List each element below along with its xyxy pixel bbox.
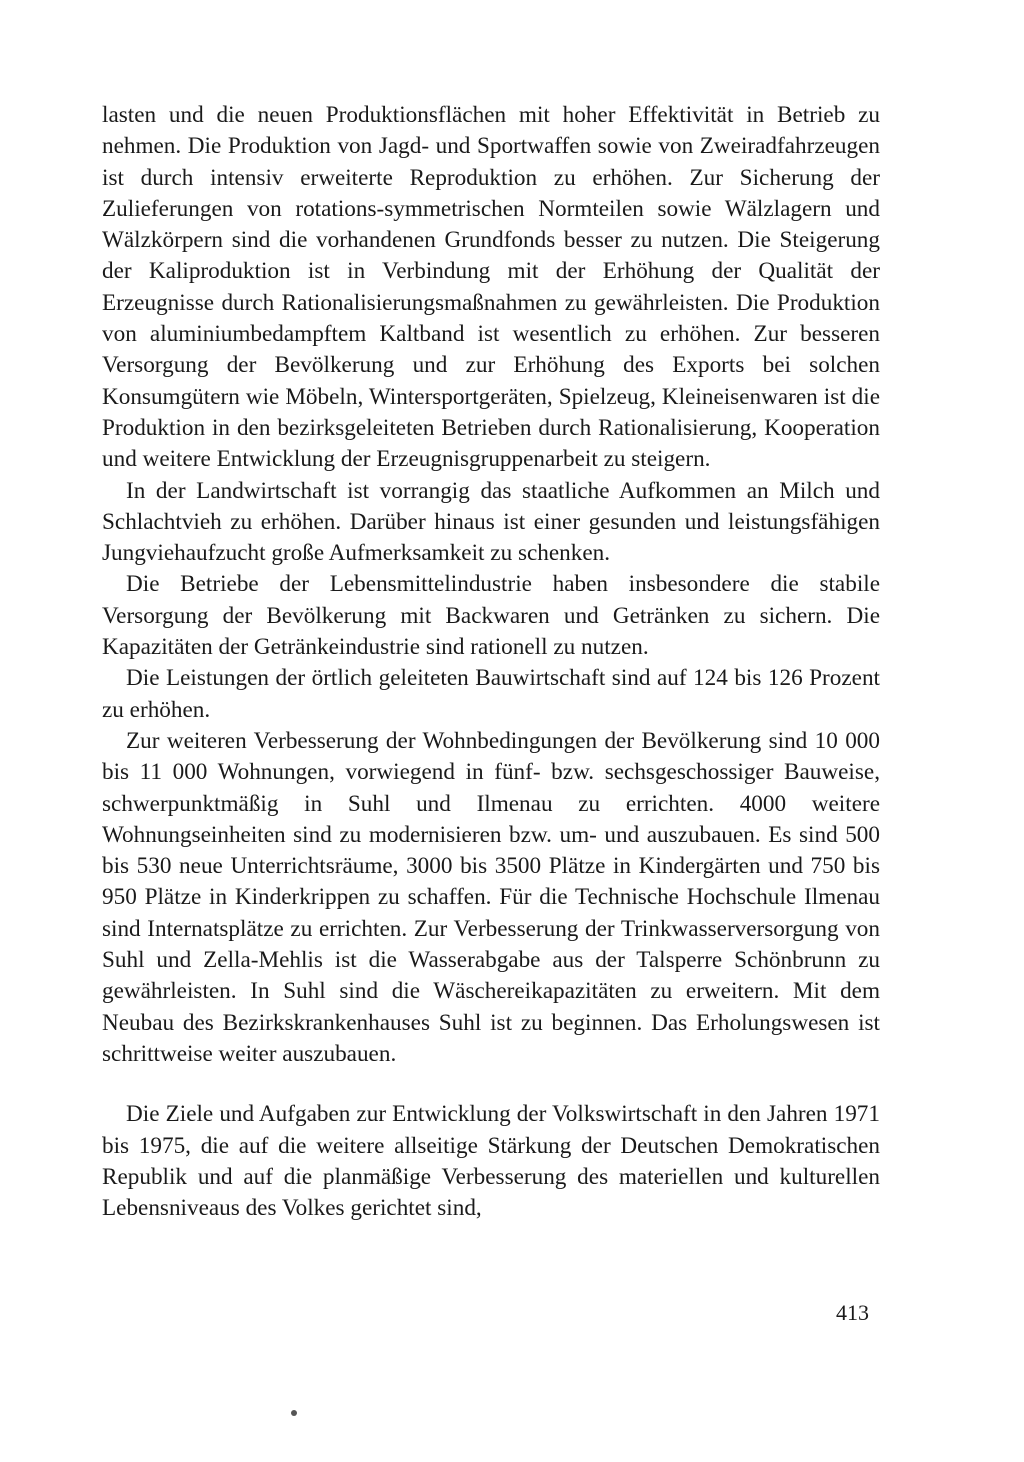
paragraph-agriculture: In der Landwirtschaft ist vorrangig das staatliche Aufkommen an Milch und Schlachtvieh zu erhöhen. Darüber hinaus ist einer gesunden und leistungsfähigen Jungviehaufzucht große Aufmerksamkeit zu schenken. [102,477,880,567]
paragraph-industry: lasten und die neuen Produktionsflächen mit hoher Effektivität in Betrieb zu nehmen. Die Produktion von Jagd- und Sportwaffen sowie von Zweiradfahrzeugen ist durch intensiv erweiterte Reproduktion zu erhöhen. Zur Sicherung der Zulieferungen von rotations-symmetrischen Normteilen sowie Wälzlagern und Wälzkörpern sind die vorhandenen Grundfonds besser zu nutzen. Die Steigerung der Kaliproduktion ist in Verbindung mit der Erhöhung der Qualität der Erzeugnisse durch Rationalisierungsmaßnahmen zu gewährleisten. Die Produktion von aluminiumbedampftem Kaltband ist wesentlich zu erhöhen. Zur besseren Versorgung der Bevölkerung und zur Erhöhung des Exports bei solchen Konsumgütern wie Möbeln, Wintersportgeräten, Spielzeug, Kleineisenwaren ist die Produktion in den bezirksgeleiteten Betrieben durch Rationalisierung, Kooperation und weitere Entwicklung der Erzeugnisgruppenarbeit zu steigern. [102,102,880,473]
page-number: 413 [836,1300,869,1325]
paragraph-housing: Zur weiteren Verbesserung der Wohnbedingungen der Bevölkerung sind 10 000 bis 11 000 Wohnungen, vorwiegend in fünf- bzw. sechsgeschossiger Bauweise, schwerpunktmäßig in Suhl und Ilmenau zu errichten. 4000 weitere Wohnungseinheiten sind zu modernisieren bzw. um- und auszubauen. Es sind 500 bis 530 neue Unterrichtsräume, 3000 bis 3500 Plätze in Kindergärten und 750 bis 950 Plätze in Kinderkrippen zu schaffen. Für die Technische Hochschule Ilmenau sind Internatsplätze zu errichten. Zur Verbesserung der Trinkwasserversorgung von Suhl und Zella-Mehlis ist die Wasserabgabe aus der Talsperre Schönbrunn zu gewährleisten. In Suhl sind die Wäschereikapazitäten zu erweitern. Mit dem Neubau des Bezirkskrankenhauses Suhl ist zu beginnen. Das Erholungswesen ist schrittweise weiter auszubauen. [102,727,880,1067]
scan-speck [291,1410,297,1416]
paragraph-construction: Die Leistungen der örtlich geleiteten Bauwirtschaft sind auf 124 bis 126 Prozent zu erhöhen. [102,665,880,723]
page-body [102,100,880,1224]
paragraph-food-industry: Die Betriebe der Lebensmittelindustrie haben insbesondere die stabile Versorgung der Bevölkerung mit Backwaren und Getränken zu sichern. Die Kapazitäten der Getränkeindustrie sind rationell zu nutzen. [102,571,880,661]
paragraph-goals: Die Ziele und Aufgaben zur Entwicklung der Volkswirtschaft in den Jahren 1971 bis 1975, die auf die weitere allseitige Stärkung der Deutschen Demokratischen Republik und auf die planmäßige Verbesserung des materiellen und kulturellen Lebensniveaus des Volkes gerichtet sind, [102,1101,880,1222]
